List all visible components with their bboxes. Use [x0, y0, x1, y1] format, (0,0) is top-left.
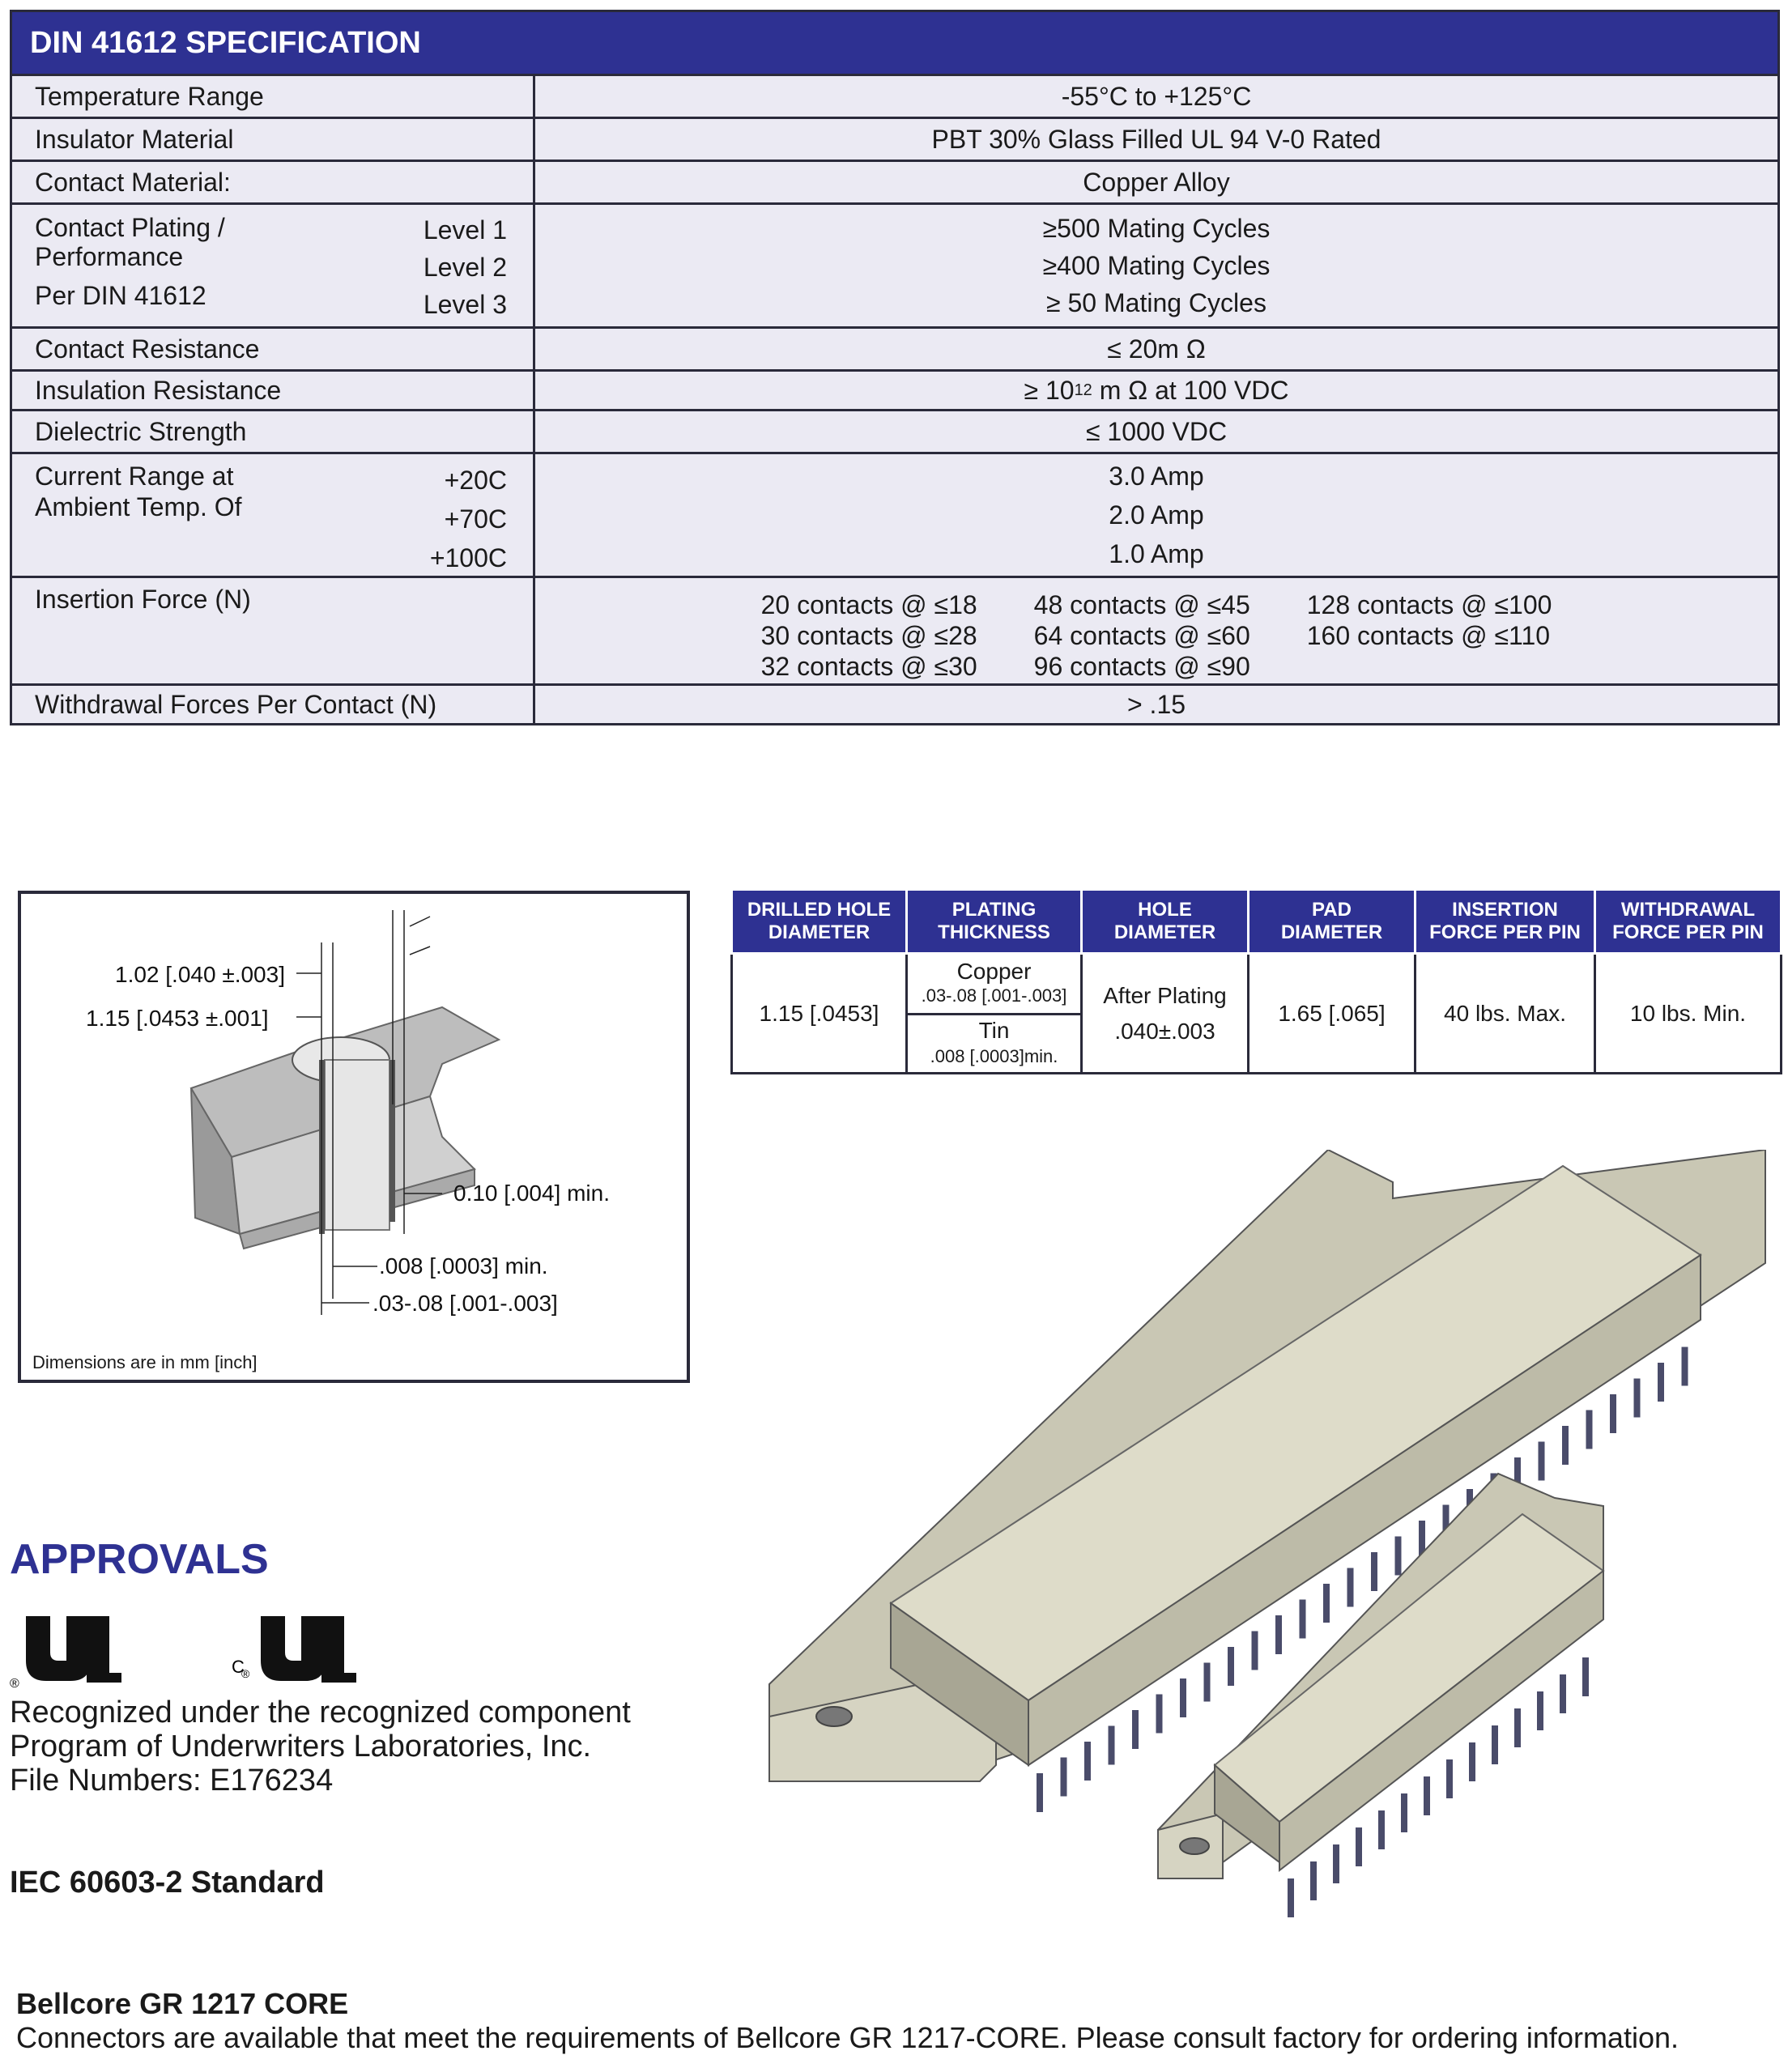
spec-label: Dielectric Strength: [12, 411, 535, 452]
insertion-col: [1307, 589, 1552, 682]
copper-cell: [907, 954, 1082, 1015]
connector-pin: [1204, 1663, 1211, 1702]
drilled-cell: 1.15 [.0453]: [732, 954, 907, 1074]
bellcore-text: Connectors are available that meet the requirements of Bellcore GR 1217-CORE. Please consult factory for ordering information.: [16, 2021, 1679, 2054]
connector-pin: [1492, 1725, 1498, 1764]
connector-pin: [1037, 1773, 1043, 1812]
spec-value: Copper Alloy: [1083, 167, 1230, 197]
spec-value: [535, 205, 1777, 326]
connector-pin: [1288, 1878, 1294, 1917]
connector-pin: [1156, 1695, 1163, 1734]
spec-label: Insulator Material: [12, 119, 535, 160]
current-value: 3.0 Amp: [1109, 462, 1204, 491]
hole-spec-table: [730, 891, 1782, 1074]
spec-table: [10, 10, 1780, 725]
connector-pin: [1084, 1742, 1091, 1781]
insulation-value-pre: ≥ 10: [1024, 375, 1075, 405]
spec-row-contact-resistance: [12, 326, 1777, 369]
spec-value: [535, 578, 1777, 683]
plating-value: ≥ 50 Mating Cycles: [1046, 288, 1266, 317]
plated-hole-diagram: [18, 891, 690, 1383]
spec-row-insertion: [12, 576, 1777, 683]
spec-row-insulator: [12, 117, 1777, 160]
tin-cell: [907, 1015, 1082, 1074]
current-temp: +100C: [429, 543, 507, 572]
pad-cell: 1.65 [.065]: [1249, 954, 1416, 1074]
spec-row-plating: [12, 202, 1777, 326]
spec-value: ≤ 1000 VDC: [1085, 416, 1228, 446]
approval-line: Recognized under the recognized component: [10, 1695, 631, 1730]
insertion-entry: 96 contacts @ ≤90: [1033, 652, 1250, 681]
bellcore-title: Bellcore GR 1217 CORE: [16, 1987, 349, 2020]
ul-recognized-logo: [10, 1608, 123, 1689]
withdrawal-cell: 10 lbs. Min.: [1595, 954, 1782, 1074]
spec-row-current: [12, 452, 1777, 576]
connector-pin: [1424, 1776, 1430, 1815]
insertion-entry: 160 contacts @ ≤110: [1306, 621, 1551, 650]
spec-value: [535, 372, 1777, 409]
spec-row-withdrawal: [12, 683, 1777, 723]
current-temp: +20C: [444, 466, 507, 495]
connector-pin: [1371, 1552, 1377, 1591]
hole-cell: [1082, 954, 1249, 1074]
connector-pin: [1469, 1742, 1475, 1781]
connector-pin: [1132, 1710, 1139, 1749]
approval-line: Program of Underwriters Laboratories, Inc.: [10, 1730, 592, 1764]
connector-pin: [1446, 1759, 1453, 1798]
dim-label-drill: 1.15 [.0453 ±.001]: [86, 1006, 269, 1031]
connector-pin: [1310, 1861, 1317, 1900]
insertion-entry: 32 contacts @ ≤30: [760, 652, 977, 681]
spec-value: [535, 454, 1777, 576]
plating-value: ≥400 Mating Cycles: [1042, 251, 1271, 280]
connector-pin: [1658, 1363, 1664, 1402]
connector-pin: [1610, 1394, 1616, 1433]
connector-pin: [1560, 1674, 1566, 1713]
col-header-pad: PAD DIAMETER: [1249, 891, 1416, 954]
spec-label: [12, 205, 535, 326]
connector-pin: [1634, 1379, 1641, 1418]
col-header-plating: PLATING THICKNESS: [907, 891, 1082, 954]
connector-pin: [1356, 1827, 1362, 1866]
spec-label: Withdrawal Forces Per Contact (N): [12, 686, 535, 723]
connector-pin: [1347, 1568, 1354, 1607]
spec-row-temperature: [12, 74, 1777, 117]
connector-pin: [1275, 1615, 1282, 1654]
spec-label: Temperature Range: [12, 76, 535, 117]
spec-row-contact-material: [12, 160, 1777, 202]
plating-label-line: Per DIN 41612: [35, 281, 206, 310]
table-header-row: [732, 891, 1782, 954]
connector-pin: [1300, 1600, 1306, 1639]
plating-level: Level 3: [423, 290, 507, 319]
current-label-line: Current Range at: [35, 462, 234, 491]
insertion-cell: 40 lbs. Max.: [1416, 954, 1595, 1074]
spec-label: [12, 454, 535, 576]
connector-pin: [1514, 1708, 1521, 1747]
insertion-col: [1034, 589, 1250, 682]
dimension-note: Dimensions are in mm [inch]: [32, 1352, 258, 1372]
hole-line2: .040±.003: [1114, 1018, 1215, 1044]
insulation-value-exp: 12: [1074, 381, 1092, 399]
connector-pin: [1061, 1758, 1067, 1797]
dim-label-min: 0.10 [.004] min.: [453, 1181, 611, 1206]
connector-pin: [1586, 1410, 1593, 1449]
connector-pin: [1180, 1678, 1186, 1717]
tin-thickness: .008 [.0003]min.: [930, 1046, 1058, 1066]
connector-pin: [1401, 1793, 1407, 1832]
copper-thickness: .03-.08 [.001-.003]: [921, 985, 1067, 1006]
connector-pin: [1333, 1844, 1339, 1883]
spec-title: DIN 41612 SPECIFICATION: [12, 12, 1777, 74]
current-value: 1.0 Amp: [1109, 539, 1204, 568]
connector-pin: [1562, 1426, 1569, 1465]
connector-pin: [1395, 1537, 1402, 1576]
connector-pin: [1323, 1584, 1330, 1623]
tin-label: Tin: [978, 1018, 1010, 1043]
spec-value: ≤ 20m Ω: [1107, 334, 1206, 364]
spec-row-insulation-resistance: [12, 369, 1777, 409]
spec-label: Contact Material:: [12, 162, 535, 202]
insertion-entry: 30 contacts @ ≤28: [760, 621, 977, 650]
plating-level: Level 2: [423, 253, 507, 282]
approval-line: File Numbers: E176234: [10, 1764, 334, 1798]
plating-level: Level 1: [423, 215, 507, 245]
connector-pin: [1582, 1657, 1589, 1696]
din-connectors-image: [761, 1150, 1782, 1959]
insertion-entry: 64 contacts @ ≤60: [1033, 621, 1250, 650]
plating-value: ≥500 Mating Cycles: [1042, 214, 1271, 243]
copper-label: Copper: [956, 959, 1032, 984]
connector-pin: [1682, 1347, 1688, 1386]
c-ul-recognized-logo: [228, 1608, 358, 1689]
connector-pin: [1539, 1442, 1545, 1481]
table-row: [732, 954, 1782, 1015]
plating-label-line: Contact Plating /: [35, 213, 225, 242]
svg-text:®: ®: [241, 1667, 250, 1680]
insertion-col: [761, 589, 977, 682]
spec-label: Insertion Force (N): [12, 578, 535, 683]
connector-pin: [1252, 1632, 1258, 1670]
insertion-entry: 20 contacts @ ≤18: [760, 590, 977, 619]
connector-pin: [1378, 1810, 1385, 1849]
col-header-hole: HOLE DIAMETER: [1082, 891, 1249, 954]
spec-value: PBT 30% Glass Filled UL 94 V-0 Rated: [931, 124, 1381, 154]
plating-label-line: Performance: [35, 242, 184, 271]
svg-text:C: C: [232, 1657, 245, 1677]
ul-approval-text: [10, 1695, 631, 1798]
spec-value: > .15: [1126, 689, 1186, 719]
connector-pin: [1537, 1691, 1543, 1730]
spec-value: -55°C to +125°C: [1061, 81, 1252, 111]
col-header-drilled: DRILLED HOLE DIAMETER: [732, 891, 907, 954]
current-temp: +70C: [444, 504, 507, 534]
current-value: 2.0 Amp: [1109, 500, 1204, 530]
spec-label: Insulation Resistance: [12, 372, 535, 409]
current-label-line: Ambient Temp. Of: [35, 492, 242, 521]
spec-label: Contact Resistance: [12, 329, 535, 369]
dim-label-hole: 1.02 [.040 ±.003]: [115, 962, 285, 987]
iec-standard: IEC 60603-2 Standard: [10, 1866, 325, 1900]
connector-pin: [1109, 1726, 1115, 1765]
svg-text:®: ®: [10, 1677, 19, 1689]
col-header-withdrawal: WITHDRAWAL FORCE PER PIN: [1595, 891, 1782, 954]
large-connector: [769, 1150, 1765, 1781]
dim-label-tin: .008 [.0003] min.: [379, 1253, 548, 1279]
dim-label-copper: .03-.08 [.001-.003]: [372, 1291, 558, 1316]
connector-pin: [1228, 1647, 1234, 1686]
col-header-insertion: INSERTION FORCE PER PIN: [1416, 891, 1595, 954]
approvals-title: APPROVALS: [10, 1536, 269, 1583]
hole-line1: After Plating: [1103, 982, 1227, 1008]
insertion-entry: 48 contacts @ ≤45: [1033, 590, 1250, 619]
insertion-entry: 128 contacts @ ≤100: [1306, 590, 1552, 619]
insulation-value-post: m Ω at 100 VDC: [1092, 375, 1289, 405]
spec-row-dielectric: [12, 409, 1777, 452]
